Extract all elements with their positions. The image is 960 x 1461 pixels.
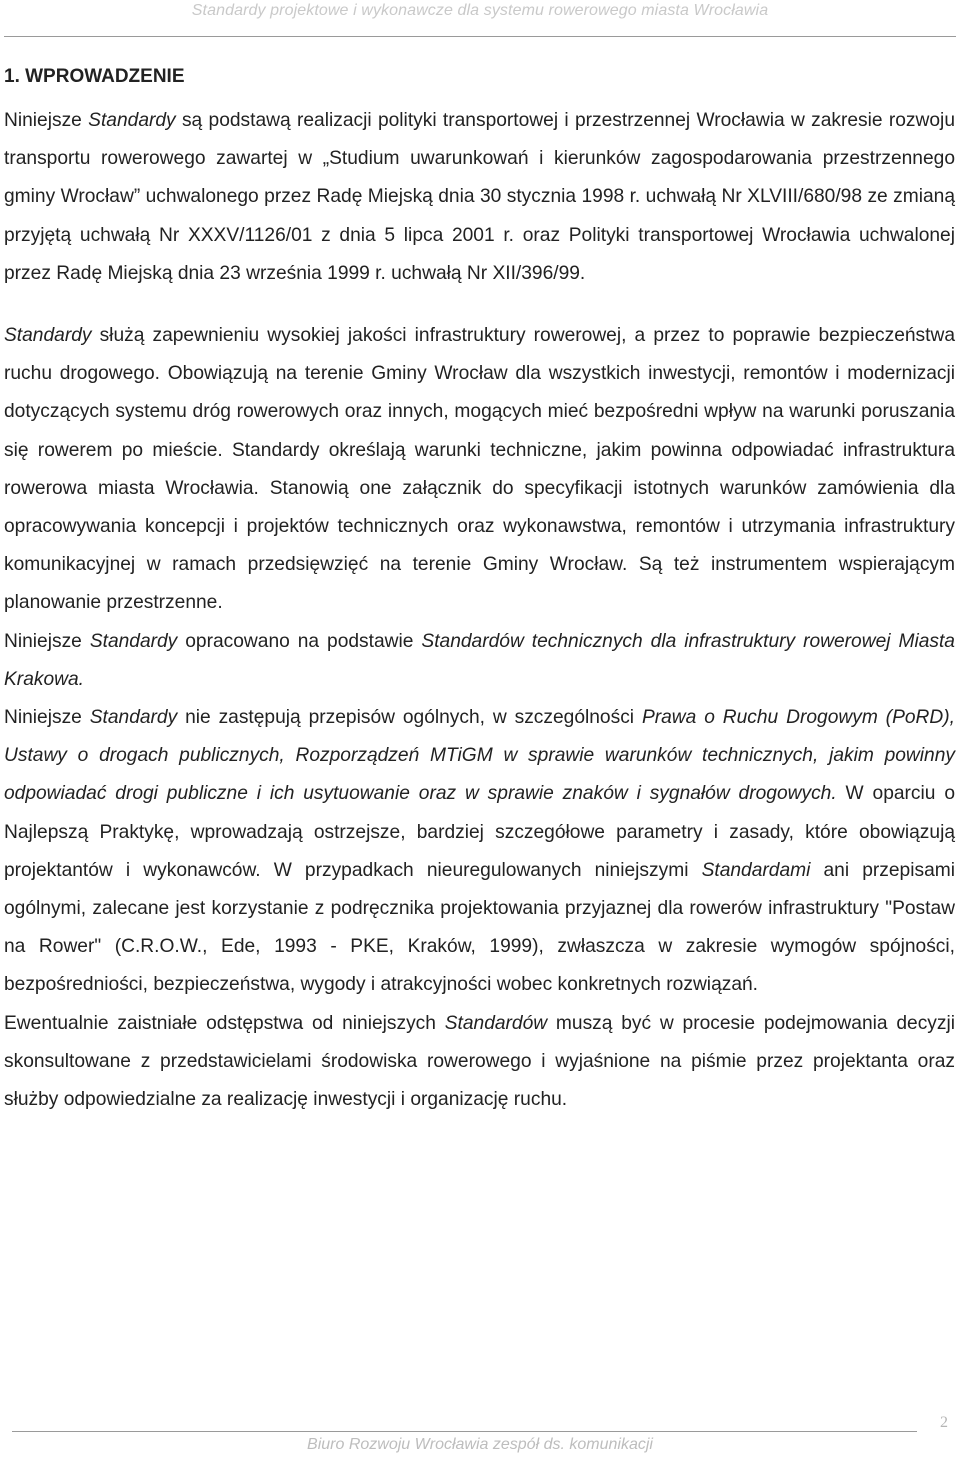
- text-run: ani przepisami ogólnymi, zalecane jest korzystanie z podręcznika projektowania przyjaznej dla rowerów infrastruktury "Postaw na Rower" (C.R.O.W., Ede, 1993 - PKE, Kraków, 1999), zwłaszcza w zakresie wymogów spójności, bezpośredniości, bezpieczeństwa, wygody i atrakcyjności wobec konkretnych rozwiązań.: [4, 859, 955, 996]
- text-run: nie zastępują przepisów ogólnych, w szczególności: [177, 707, 642, 729]
- text-run: Niniejsze: [4, 707, 90, 729]
- paragraph-1: [4, 102, 955, 293]
- footer-text: Biuro Rozwoju Wrocławia zespół ds. komunikacji: [307, 1436, 653, 1453]
- italic-term: Standardy: [88, 110, 176, 131]
- paragraph-3: [4, 623, 955, 699]
- text-run: Niniejsze: [4, 110, 89, 131]
- paragraph-5: [4, 1005, 955, 1120]
- text-run: służą zapewnieniu wysokiej jakości infrastruktury rowerowej, a przez to poprawie bezpieczeństwa ruchu drogowego. Obowiązują na terenie Gminy Wrocław dla wszystkich inwestycji, remontów i modernizacji dotyczących systemu dróg rowerowych oraz innych, mogących mieć bezpośredni wpływ na warunki poruszania się rowerem po mieście. Standardy określają warunki techniczne, jakim powinna odpowiadać infrastruktura rowerowa miasta Wrocławia. Stanowią one załącznik do specyfikacji istotnych warunków zamówienia dla opracowywania koncepcji i projektów technicznych oraz wykonawstwa, remontów i utrzymania infrastruktury komunikacyjnej w ramach przedsięwzięć na terenie Gminy Wrocław. Są też instrumentem wspierającym planowanie przestrzenne.: [4, 325, 955, 614]
- paragraph-4: [4, 699, 955, 1005]
- paragraph-2: [4, 317, 955, 623]
- italic-term: Standardy: [89, 707, 178, 729]
- page-number: 2: [940, 1414, 948, 1431]
- text-run: muszą być w procesie podejmowania decyzji skonsultowane z przedstawicielami środowiska rowerowego i wyjaśnione na piśmie przez projektanta oraz służby odpowiedzialne za realizację inwestycji i organizację ruchu.: [4, 1012, 956, 1111]
- text-run: Niniejsze: [4, 630, 90, 652]
- italic-term: Standardami: [701, 859, 811, 881]
- text-run: W oparciu o Najlepszą Praktykę, wprowadzają ostrzejsze, bardziej szczegółowe parametry i zasady, które obowiązują projektantów i wykonawców. W przypadkach nieuregulowanych niniejszymi: [4, 783, 955, 881]
- italic-term: Standardy: [4, 325, 92, 347]
- italic-term: Standardów: [444, 1012, 548, 1034]
- text-run: Ewentualnie zaistniałe odstępstwa od niniejszych: [4, 1012, 445, 1034]
- text-run: opracowano na podstawie: [177, 630, 422, 652]
- text-run: są podstawą realizacji polityki transportowej i przestrzennej Wrocławia w zakresie rozwoju transportu rowerowego zawartej w „Studium uwarunkowań i kierunków zagospodarowania przestrzennego gminy Wrocław” uchwalonego przez Radę Miejską dnia 30 stycznia 1998 r. uchwałą Nr XLVIII/680/98 ze zmianą przyjętą uchwałą Nr XXXV/1126/01 z dnia 5 lipca 2001 r. oraz Polityki transportowej Wrocławia uchwalonej przez Radę Miejską dnia 23 września 1999 r. uchwałą Nr XII/396/99.: [4, 110, 955, 284]
- page-header: Standardy projektowe i wykonawcze dla systemu rowerowego miasta Wrocławia: [191, 2, 769, 19]
- footer-divider: [12, 1431, 917, 1432]
- header-divider: [4, 36, 956, 37]
- italic-term: Standardy: [89, 630, 178, 652]
- document-body: [4, 62, 955, 1119]
- italic-term: Prawa o Ruchu Drogowym (PoRD), Ustawy o drogach publicznych, Rozporządzeń MTiGM w sprawie warunków technicznych, jakim powinny odpowiadać drogi publiczne i ich usytuowanie oraz w sprawie znaków i sygnałów drogowych.: [4, 707, 955, 805]
- italic-term: Standardów technicznych dla infrastruktury rowerowej Miasta Krakowa.: [4, 630, 955, 690]
- section-heading: 1. WPROWADZENIE: [4, 66, 185, 87]
